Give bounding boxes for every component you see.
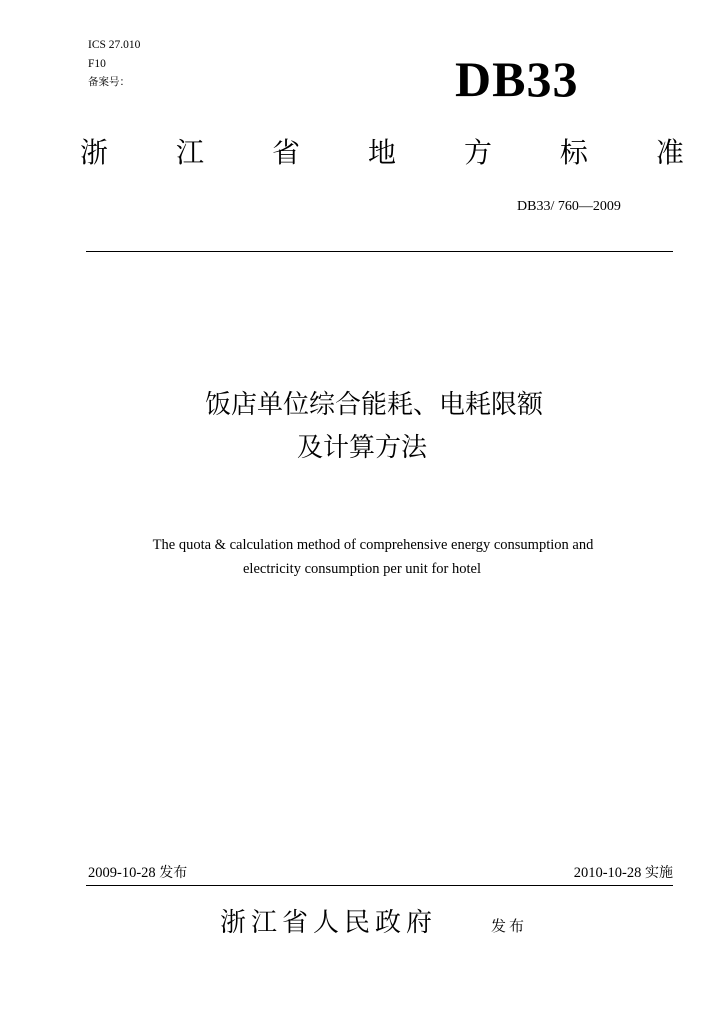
implementation-date-value: 2010-10-28 [573,865,642,881]
standard-type-char: 省 [271,136,300,169]
standard-type-char: 地 [367,136,396,169]
standard-type-char: 标 [559,136,588,169]
standard-number: DB33/ 760—2009 [517,199,621,214]
classification-code: F10 [88,58,106,70]
implementation-date [574,864,673,882]
standard-type-char: 准 [655,136,684,169]
standard-type-char: 方 [463,136,492,169]
footer-divider [86,885,673,886]
standard-code-logo: DB33 [455,51,579,107]
standard-type-char: 江 [175,136,204,169]
issue-label: 发布 [159,865,188,881]
header-divider [86,251,673,252]
publisher-suffix: 发布 [491,917,528,935]
implementation-label: 实施 [645,865,673,881]
filing-number-label: 备案号： [88,76,130,88]
standard-type-heading [80,133,684,173]
ics-code: ICS 27.010 [88,39,141,51]
english-title-line-1: The quota & calculation method of comprehensive energy consumption and [152,537,594,553]
issue-date-value: 2009-10-28 [88,865,156,881]
issue-date [88,864,187,882]
chinese-title-line-2: 及计算方法 [296,433,427,463]
english-title-line-2: electricity consumption per unit for hotel [243,561,481,577]
standard-type-char: 浙 [80,136,109,169]
publisher-name: 浙江省人民政府 [220,908,438,938]
chinese-title-line-1: 饭店单位综合能耗、电耗限额 [204,390,543,420]
